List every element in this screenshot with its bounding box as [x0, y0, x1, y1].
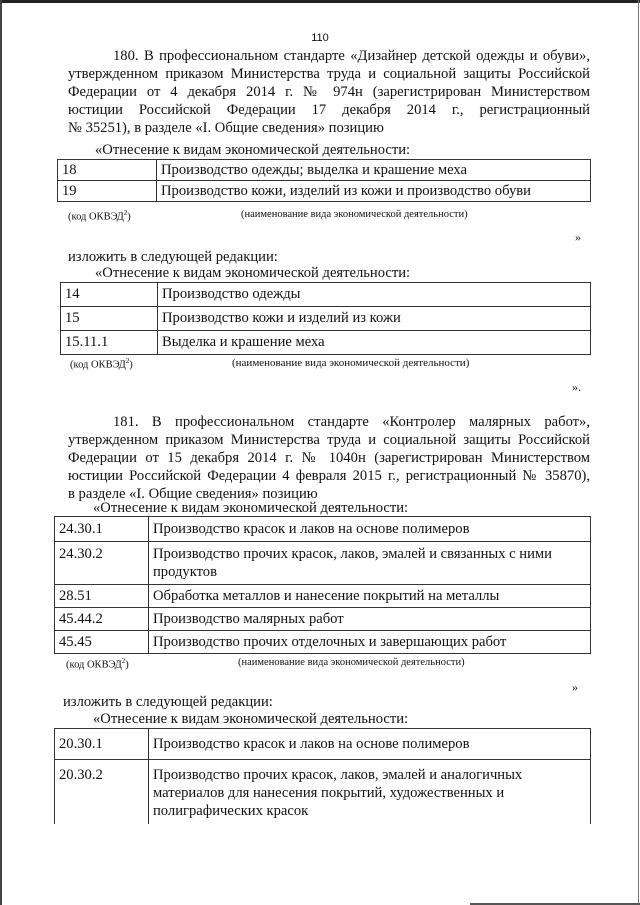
table-row: [55, 729, 591, 760]
okved-code: 45.45: [55, 631, 149, 654]
paragraph-line: № 35251), в разделе «I. Общие сведения» позицию: [68, 120, 384, 136]
closing-quote: ».: [572, 380, 581, 394]
footnote-ref: 2: [125, 357, 130, 365]
okved-table-180-old: [57, 159, 591, 202]
paragraph-line: 180. В профессиональном стандарте «Дизайнер детской одежды и обуви»,: [113, 48, 590, 64]
footnote-ref: 2: [121, 657, 126, 665]
replace-text: изложить в следующей редакции:: [63, 694, 273, 710]
paragraph-line: Федерации от 4 декабря 2014 г. № 974н (зарегистрирован Министерством: [68, 84, 590, 100]
okved-name: Выделка и крашение меха: [158, 331, 591, 355]
closing-quote: »: [575, 230, 581, 244]
okved-code: 24.30.2: [55, 542, 149, 585]
caption-code-text: (код ОКВЭД: [70, 359, 126, 371]
table-row: [61, 331, 591, 355]
okved-name: Производство одежды: [158, 283, 591, 307]
table-row: [61, 283, 591, 307]
okved-name: Производство красок и лаков на основе полимеров: [149, 729, 591, 760]
paragraph-line: Федерации от 15 декабря 2014 г. № 1040н (зарегистрирован Министерством: [68, 450, 590, 466]
scan-border-left: [0, 0, 2, 905]
section-180-paragraph: [68, 47, 590, 137]
caption-name: (наименование вида экономической деятельности): [238, 657, 465, 668]
table-row: [55, 608, 591, 631]
table-heading: «Отнесение к видам экономической деятельности:: [93, 711, 409, 727]
okved-code: 19: [58, 181, 157, 202]
paragraph-line: в разделе «I. Общие сведения» позицию: [68, 486, 318, 502]
footnote-ref: 2: [123, 209, 128, 217]
scan-border-right: [638, 0, 639, 905]
caption-code-end: ): [127, 211, 131, 223]
table-heading: «Отнесение к видам экономической деятельности:: [93, 500, 409, 516]
okved-name: Производство кожи, изделий из кожи и производство обуви: [157, 181, 591, 202]
okved-table-181-new: [54, 728, 591, 824]
caption-code: [66, 657, 129, 671]
okved-name: Производство прочих красок, лаков, эмалей и связанных с ними продуктов: [149, 542, 591, 585]
okved-name: Обработка металлов и нанесение покрытий на металлы: [149, 585, 591, 608]
okved-code: 24.30.1: [55, 517, 149, 542]
okved-name: Производство прочих отделочных и завершающих работ: [149, 631, 591, 654]
table-row: [55, 585, 591, 608]
table-row: [55, 631, 591, 654]
table-row: [58, 160, 591, 181]
table-heading: «Отнесение к видам экономической деятельности:: [95, 265, 411, 281]
okved-code: 45.44.2: [55, 608, 149, 631]
okved-code: 15: [61, 307, 158, 331]
table-row: [55, 760, 591, 825]
closing-quote: »: [572, 680, 578, 694]
okved-name: Производство малярных работ: [149, 608, 591, 631]
okved-code: 20.30.2: [55, 760, 149, 825]
caption-code-end: ): [129, 359, 133, 371]
table-row: [55, 517, 591, 542]
replace-text: изложить в следующей редакции:: [68, 249, 278, 265]
okved-code: 18: [58, 160, 157, 181]
okved-table-181-old: [54, 516, 591, 654]
caption-name: (наименование вида экономической деятельности): [232, 357, 470, 369]
okved-name: Производство кожи и изделий из кожи: [158, 307, 591, 331]
paragraph-line: утвержденном приказом Министерства труда и социальной защиты Российской: [68, 432, 590, 448]
caption-code: [68, 209, 131, 223]
okved-code: 28.51: [55, 585, 149, 608]
scan-border-top: [0, 0, 640, 3]
okved-name: Производство прочих красок, лаков, эмалей и аналогичных материалов для нанесения покрытий, художественных и полиграфических красок: [149, 760, 591, 825]
page-number: 110: [311, 32, 329, 44]
okved-name: Производство одежды; выделка и крашение меха: [157, 160, 591, 181]
okved-code: 14: [61, 283, 158, 307]
paragraph-line: юстиции Российской Федерации 17 декабря 2014 г., регистрационный: [68, 102, 590, 118]
okved-name: Производство красок и лаков на основе полимеров: [149, 517, 591, 542]
paragraph-line: 181. В профессиональном стандарте «Контролер малярных работ»,: [113, 414, 590, 430]
caption-code: [70, 357, 133, 371]
table-row: [61, 307, 591, 331]
okved-code: 15.11.1: [61, 331, 158, 355]
okved-table-180-new: [60, 282, 591, 355]
caption-code-end: ): [125, 659, 129, 671]
table-heading: «Отнесение к видам экономической деятельности:: [95, 142, 411, 158]
caption-code-text: (код ОКВЭД: [66, 659, 122, 671]
section-181-paragraph: [68, 413, 590, 503]
caption-name: (наименование вида экономической деятельности): [241, 209, 468, 220]
okved-code: 20.30.1: [55, 729, 149, 760]
paragraph-line: юстиции Российской Федерации 4 февраля 2015 г., регистрационный № 35870),: [68, 468, 590, 484]
table-row: [58, 181, 591, 202]
caption-code-text: (код ОКВЭД: [68, 211, 124, 223]
table-row: [55, 542, 591, 585]
paragraph-line: утвержденном приказом Министерства труда и социальной защиты Российской: [68, 66, 590, 82]
